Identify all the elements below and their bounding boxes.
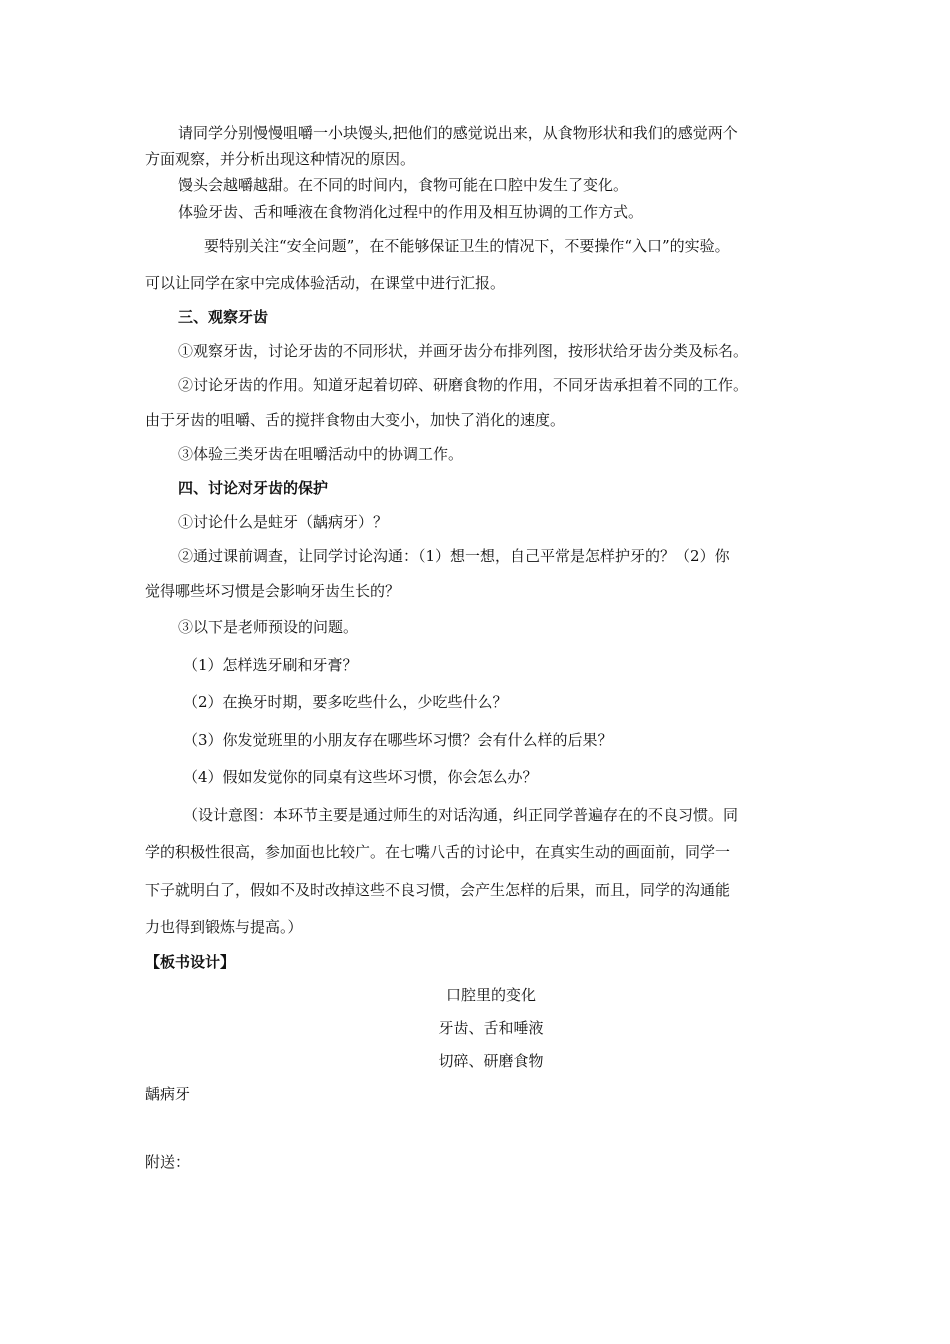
paragraph-line: 由于牙齿的咀嚼、舌的搅拌食物由大变小，加快了消化的速度。 xyxy=(145,411,566,429)
board-line: 龋病牙 xyxy=(145,1085,191,1103)
paragraph-line: 请同学分别慢慢咀嚼一小块馒头,把他们的感觉说出来，从食物形状和我们的感觉两个 xyxy=(178,124,738,142)
list-item: ②讨论牙齿的作用。知道牙起着切碎、研磨食物的作用，不同牙齿承担着不同的工作。 xyxy=(178,376,749,394)
question-item: （2）在换牙时期，要多吃些什么，少吃些什么？ xyxy=(183,693,508,711)
board-title: 口腔里的变化 xyxy=(445,986,536,1004)
paragraph-line: 下子就明白了，假如不及时改掉这些不良习惯，会产生怎样的后果，而且，同学的沟通能 xyxy=(145,881,731,899)
paragraph-line: 力也得到锻炼与提高。） xyxy=(145,918,303,936)
question-item: （1）怎样选牙刷和牙膏？ xyxy=(183,656,358,674)
list-item: ③以下是老师预设的问题。 xyxy=(178,618,359,636)
paragraph-line: （设计意图：本环节主要是通过师生的对话沟通，纠正同学普遍存在的不良习惯。同 xyxy=(183,806,739,824)
section-heading: 三、观察牙齿 xyxy=(178,308,269,326)
paragraph-line: 可以让同学在家中完成体验活动，在课堂中进行汇报。 xyxy=(145,274,506,292)
question-item: （4）假如发觉你的同桌有这些坏习惯，你会怎么办？ xyxy=(183,768,538,786)
paragraph-line: 学的积极性很高，参加面也比较广。在七嘴八舌的讨论中，在真实生动的画面前，同学一 xyxy=(145,843,731,861)
list-item: ②通过课前调查，让同学讨论沟通：（1）想一想，自己平常是怎样护牙的？（2）你 xyxy=(178,547,730,565)
paragraph-line: 觉得哪些坏习惯是会影响牙齿生长的？ xyxy=(145,582,401,600)
list-item: ①讨论什么是蛀牙（龋病牙）？ xyxy=(178,513,389,531)
board-line: 牙齿、舌和唾液 xyxy=(438,1019,544,1037)
paragraph-line: 体验牙齿、舌和唾液在食物消化过程中的作用及相互协调的工作方式。 xyxy=(178,203,644,221)
board-line: 切碎、研磨食物 xyxy=(438,1052,544,1070)
list-item: ③体验三类牙齿在咀嚼活动中的协调工作。 xyxy=(178,445,464,463)
list-item: ①观察牙齿，讨论牙齿的不同形状，并画牙齿分布排列图，按形状给牙齿分类及标名。 xyxy=(178,342,749,360)
section-heading: 四、讨论对牙齿的保护 xyxy=(178,479,329,497)
board-design-heading: 【板书设计】 xyxy=(145,953,236,971)
question-item: （3）你发觉班里的小朋友存在哪些坏习惯？会有什么样的后果？ xyxy=(183,731,613,749)
appendix-label: 附送： xyxy=(145,1153,191,1171)
paragraph-line: 要特别关注“安全问题”，在不能够保证卫生的情况下，不要操作“入口”的实验。 xyxy=(204,237,730,255)
paragraph-line: 馒头会越嚼越甜。在不同的时间内，食物可能在口腔中发生了变化。 xyxy=(178,176,629,194)
paragraph-line: 方面观察，并分析出现这种情况的原因。 xyxy=(145,150,416,168)
